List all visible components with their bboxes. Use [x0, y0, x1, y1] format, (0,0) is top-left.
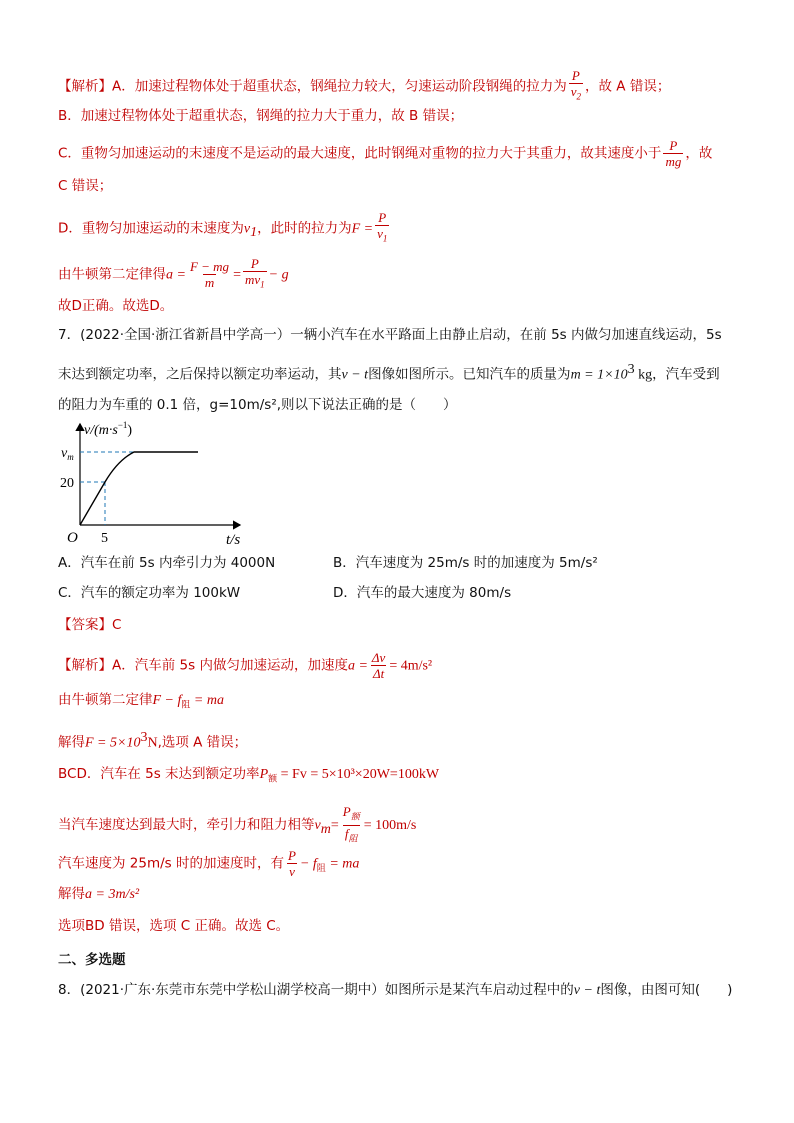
q7-answer — [58, 615, 754, 635]
q6-analysis-B: B．加速过程物体处于超重状态，钢绳的拉力大于重力，故 B 错误； — [58, 108, 464, 124]
q7-analysis-25: 汽车速度为 25m/s 时的加速度时，有 $\frac{P}{v}$ − $f_阻$ = ma — [58, 848, 360, 879]
answer-tag: 【答案】 — [58, 617, 112, 633]
fraction-P-over-f: $\frac{P_额}{f_阻}$ — [341, 804, 362, 846]
q6-newton-law: 由牛顿第二定律得a = $\frac{F - mg}{m}$ = $\frac{P}{mv_1}$ − g — [58, 256, 754, 293]
q6-conclusion: 故D正确。故选D。 — [58, 298, 174, 314]
q6-analysis-D: D．重物匀加速运动的末速度为$v_1$，此时的拉力为F = $\frac{P}{v_1}$ — [58, 210, 754, 247]
fraction-P-over-v1: $\frac{P}{v_1}$ — [375, 210, 389, 247]
q7-analysis-BCD: BCD．汽车在 5s 末达到额定功率$P_额 = Fv = 5\times 10^3\times 20W=100kW$ — [58, 766, 440, 785]
q7-analysis-A: 【解析】A．汽车前 5s 内做匀加速运动，加速度a = $\frac{\Delta v}{\Delta t}$ = 4m/s² — [58, 650, 433, 681]
fraction-P-over-v: $\frac{P}{v}$ — [288, 848, 296, 879]
q7-analysis-solve: 解得$F = 5\times 10^3N$,选项 A 错误； — [58, 730, 248, 751]
answer-value: C — [112, 617, 122, 633]
q7-stem-line3: 的阻力为车重的 0.1 倍，g=10m/s²,则以下说法正确的是（ ） — [58, 397, 457, 413]
origin-label: O — [67, 530, 78, 546]
q7-stem-line1: 7．(2022·全国·浙江省新昌中学高一）一辆小汽车在水平路面上由静止启动，在前 5s 内做匀加速直线运动，5s — [58, 327, 722, 343]
q7-analysis-max: 当汽车速度达到最大时，牵引力和阻力相等$v_m=$ $\frac{P_额}{f_阻}$ = 100m/s — [58, 804, 754, 846]
fraction-P-over-mg: $\frac{P}{mg}$ — [665, 138, 682, 169]
analysis-tag: 【解析】 — [58, 78, 112, 95]
fraction-P-over-mv1: $\frac{P}{mv_1}$ — [243, 256, 267, 293]
q7-analysis-solve2: 解得a = 3m/s² — [58, 886, 140, 902]
q6-analysis-C-cont: C 错误； — [58, 178, 113, 194]
q7-option-D[interactable]: D．汽车的最大速度为 80m/s — [333, 585, 512, 601]
q7-option-A[interactable]: A．汽车在前 5s 内牵引力为 4000N — [58, 555, 276, 571]
section-title: 二、多选题 — [58, 952, 126, 968]
q7-analysis-final: 选项BD 错误，选项 C 正确。故选 C。 — [58, 918, 290, 934]
q6-analysis-C: C．重物匀加速运动的末速度不是运动的最大速度，此时钢绳对重物的拉力大于其重力，故其速度小于 $\frac{P}{mg}$ ，故 — [58, 138, 713, 169]
tick-5: 5 — [101, 531, 108, 546]
vt-curve — [80, 452, 198, 525]
vm-label: $v_m$ — [61, 446, 74, 462]
q7-option-C[interactable]: C．汽车的额定功率为 100kW — [58, 585, 241, 601]
vt-graph — [60, 420, 260, 555]
fraction-P-over-v2: $\frac{P}{v_2}$ — [569, 68, 583, 105]
q7-stem-line2: 末达到额定功率，之后保持以额定功率运动，其v − t图像如图所示。已知汽车的质量为$m = 1\times 10^3$ kg，汽车受到 — [58, 362, 720, 383]
q7-analysis-newton: 由牛顿第二定律$F - f_阻$ = ma — [58, 692, 224, 711]
q6-analysis-A: 【解析】A．加速过程物体处于超重状态，钢绳拉力较大，匀速运动阶段钢绳的拉力为 $\frac{P}{v_2}$ ，故 A 错误； — [58, 68, 754, 105]
y-axis-label: $v/(m\cdot s^{-1})$ — [84, 420, 133, 438]
fraction-F-mg-over-m: $\frac{F - mg}{m}$ — [189, 258, 230, 290]
tick-20: 20 — [60, 476, 74, 491]
x-axis-label: t/s — [226, 532, 241, 548]
q7-option-B[interactable]: B．汽车速度为 25m/s 时的加速度为 5m/s² — [333, 555, 598, 571]
fraction-dv-over-dt: $\frac{\Delta v}{\Delta t}$ — [371, 650, 386, 681]
q8-stem: 8．(2021·广东·东莞市东莞中学松山湖学校高一期中）如图所示是某汽车启动过程中的v − t图像，由图可知( ) — [58, 982, 733, 998]
